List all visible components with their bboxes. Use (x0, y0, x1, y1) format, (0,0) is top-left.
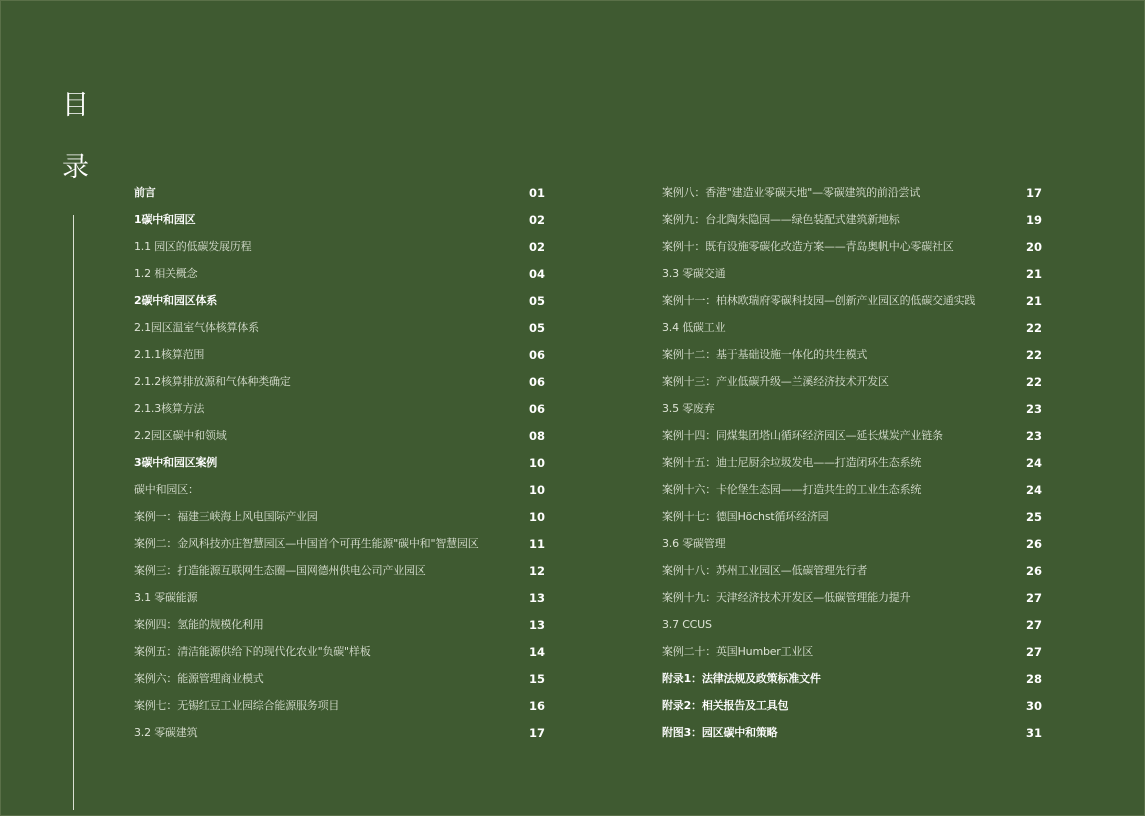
toc-entry-page-number: 17 (528, 726, 545, 740)
toc-entry-page-number: 21 (1025, 294, 1042, 308)
toc-entry-page-number: 28 (1025, 672, 1042, 686)
toc-entry[interactable] (134, 698, 545, 725)
toc-entry[interactable] (134, 509, 545, 536)
toc-entry[interactable] (134, 347, 545, 374)
toc-entry[interactable] (662, 482, 1042, 509)
toc-entry-page-number: 26 (1025, 564, 1042, 578)
toc-entry-label: 附图3：园区碳中和策略 (662, 726, 778, 739)
toc-entry-label: 案例一：福建三峡海上风电国际产业园 (134, 510, 318, 523)
toc-column-right (662, 185, 1042, 752)
toc-entry[interactable] (134, 482, 545, 509)
toc-entry-page-number: 20 (1025, 240, 1042, 254)
toc-entry[interactable] (134, 401, 545, 428)
toc-title-char-2: 录 (62, 152, 89, 183)
toc-entry-page-number: 27 (1025, 591, 1042, 605)
toc-entry[interactable] (134, 212, 545, 239)
toc-entry[interactable] (662, 185, 1042, 212)
toc-title-char-1: 目 (62, 90, 89, 121)
toc-entry[interactable] (134, 563, 545, 590)
toc-entry[interactable] (662, 536, 1042, 563)
toc-entry-label: 案例四：氢能的规模化利用 (134, 618, 264, 631)
toc-entry-label: 2.2园区碳中和领域 (134, 429, 227, 442)
toc-entry-label: 案例十七：德国Höchst循环经济园 (662, 510, 829, 523)
toc-entry-label: 1碳中和园区 (134, 213, 196, 226)
toc-entry[interactable] (134, 428, 545, 455)
toc-entry[interactable] (662, 590, 1042, 617)
toc-entry-page-number: 16 (528, 699, 545, 713)
toc-entry-label: 碳中和园区： (134, 483, 199, 496)
toc-entry-page-number: 10 (528, 510, 545, 524)
toc-entry-page-number: 30 (1025, 699, 1042, 713)
toc-entry-label: 2.1园区温室气体核算体系 (134, 321, 259, 334)
toc-entry[interactable] (134, 617, 545, 644)
toc-entry-page-number: 22 (1025, 321, 1042, 335)
toc-entry[interactable] (662, 428, 1042, 455)
toc-entry-label: 案例三：打造能源互联网生态圈—国网德州供电公司产业园区 (134, 564, 426, 577)
toc-entry-label: 案例十：既有设施零碳化改造方案——青岛奥帆中心零碳社区 (662, 240, 954, 253)
toc-entry[interactable] (134, 374, 545, 401)
toc-entry-page-number: 27 (1025, 645, 1042, 659)
toc-entry[interactable] (662, 401, 1042, 428)
toc-column-left (134, 185, 545, 752)
toc-entry[interactable] (134, 536, 545, 563)
toc-entry[interactable] (134, 320, 545, 347)
toc-entry-label: 案例八：香港"建造业零碳天地"—零碳建筑的前沿尝试 (662, 186, 921, 199)
toc-entry-label: 3碳中和园区案例 (134, 456, 218, 469)
toc-entry-page-number: 19 (1025, 213, 1042, 227)
toc-entry-label: 1.2 相关概念 (134, 267, 198, 280)
toc-entry-page-number: 23 (1025, 402, 1042, 416)
toc-entry-label: 案例十四：同煤集团塔山循环经济园区—延长煤炭产业链条 (662, 429, 943, 442)
toc-entry[interactable] (134, 725, 545, 752)
toc-entry[interactable] (134, 239, 545, 266)
toc-entry-page-number: 06 (528, 402, 545, 416)
toc-entry-label: 2碳中和园区体系 (134, 294, 218, 307)
toc-entry-label: 2.1.3核算方法 (134, 402, 205, 415)
toc-entry-page-number: 06 (528, 375, 545, 389)
toc-entry-page-number: 08 (528, 429, 545, 443)
toc-entry-label: 案例五：清洁能源供给下的现代化农业"负碳"样板 (134, 645, 371, 658)
toc-entry-page-number: 10 (528, 483, 545, 497)
toc-entry-page-number: 12 (528, 564, 545, 578)
toc-entry-page-number: 25 (1025, 510, 1042, 524)
toc-entry[interactable] (662, 671, 1042, 698)
toc-entry[interactable] (134, 266, 545, 293)
toc-entry-label: 3.1 零碳能源 (134, 591, 198, 604)
toc-entry-label: 1.1 园区的低碳发展历程 (134, 240, 252, 253)
toc-entry[interactable] (662, 347, 1042, 374)
toc-entry[interactable] (662, 320, 1042, 347)
toc-entry-page-number: 13 (528, 618, 545, 632)
toc-entry-label: 案例二十：英国Humber工业区 (662, 645, 814, 658)
toc-entry[interactable] (662, 725, 1042, 752)
toc-entry[interactable] (662, 509, 1042, 536)
toc-entry-page-number: 05 (528, 294, 545, 308)
toc-entry[interactable] (662, 374, 1042, 401)
toc-entry-label: 案例二：金风科技亦庄智慧园区—中国首个可再生能源"碳中和"智慧园区 (134, 537, 479, 550)
toc-entry-label: 3.2 零碳建筑 (134, 726, 198, 739)
toc-entry[interactable] (662, 266, 1042, 293)
toc-entry-label: 案例十六：卡伦堡生态园——打造共生的工业生态系统 (662, 483, 922, 496)
toc-entry-label: 前言 (134, 186, 156, 199)
toc-entry-label: 案例六：能源管理商业模式 (134, 672, 264, 685)
toc-entry[interactable] (662, 293, 1042, 320)
toc-entry[interactable] (134, 293, 545, 320)
toc-entry[interactable] (134, 455, 545, 482)
toc-entry[interactable] (134, 671, 545, 698)
toc-entry-page-number: 14 (528, 645, 545, 659)
toc-entry-page-number: 04 (528, 267, 545, 281)
decorative-vertical-line (73, 215, 74, 810)
toc-entry-page-number: 11 (528, 537, 545, 551)
toc-entry-label: 案例七：无锡红豆工业园综合能源服务项目 (134, 699, 340, 712)
toc-entry-page-number: 15 (528, 672, 545, 686)
toc-entry-label: 案例十八：苏州工业园区—低碳管理先行者 (662, 564, 868, 577)
toc-entry-page-number: 24 (1025, 456, 1042, 470)
toc-entry[interactable] (134, 644, 545, 671)
toc-entry[interactable] (662, 239, 1042, 266)
toc-entry-label: 案例十九：天津经济技术开发区—低碳管理能力提升 (662, 591, 911, 604)
toc-entry[interactable] (662, 563, 1042, 590)
toc-entry-page-number: 02 (528, 240, 545, 254)
toc-entry-label: 案例十五：迪士尼厨余垃圾发电——打造闭环生态系统 (662, 456, 922, 469)
toc-entry-page-number: 24 (1025, 483, 1042, 497)
toc-entry-page-number: 22 (1025, 348, 1042, 362)
toc-entry-page-number: 23 (1025, 429, 1042, 443)
toc-entry-page-number: 26 (1025, 537, 1042, 551)
toc-entry[interactable] (662, 455, 1042, 482)
toc-entry-label: 附录1：法律法规及政策标准文件 (662, 672, 821, 685)
toc-entry-label: 3.4 低碳工业 (662, 321, 726, 334)
toc-entry-label: 2.1.1核算范围 (134, 348, 205, 361)
toc-entry-label: 附录2：相关报告及工具包 (662, 699, 789, 712)
toc-entry[interactable] (662, 212, 1042, 239)
toc-entry-page-number: 13 (528, 591, 545, 605)
toc-entry-label: 3.5 零废弃 (662, 402, 715, 415)
toc-entry-label: 案例十二：基于基础设施一体化的共生模式 (662, 348, 868, 361)
toc-entry-page-number: 01 (528, 186, 545, 200)
toc-entry-label: 2.1.2核算排放源和气体种类确定 (134, 375, 291, 388)
toc-entry-page-number: 05 (528, 321, 545, 335)
toc-entry-label: 3.3 零碳交通 (662, 267, 726, 280)
toc-entry-page-number: 22 (1025, 375, 1042, 389)
toc-entry-page-number: 17 (1025, 186, 1042, 200)
toc-entry-label: 3.6 零碳管理 (662, 537, 726, 550)
toc-entry-page-number: 02 (528, 213, 545, 227)
toc-entry[interactable] (134, 590, 545, 617)
toc-entry-page-number: 10 (528, 456, 545, 470)
toc-entry-label: 案例十三：产业低碳升级—兰溪经济技术开发区 (662, 375, 889, 388)
toc-entry-label: 案例九：台北陶朱隐园——绿色装配式建筑新地标 (662, 213, 900, 226)
toc-entry-label: 案例十一：柏林欧瑞府零碳科技园—创新产业园区的低碳交通实践 (662, 294, 976, 307)
toc-entry[interactable] (662, 698, 1042, 725)
toc-entry[interactable] (134, 185, 545, 212)
toc-entry-page-number: 21 (1025, 267, 1042, 281)
toc-entry-label: 3.7 CCUS (662, 618, 712, 631)
toc-entry[interactable] (662, 617, 1042, 644)
toc-entry[interactable] (662, 644, 1042, 671)
toc-entry-page-number: 31 (1025, 726, 1042, 740)
toc-entry-page-number: 06 (528, 348, 545, 362)
toc-entry-page-number: 27 (1025, 618, 1042, 632)
